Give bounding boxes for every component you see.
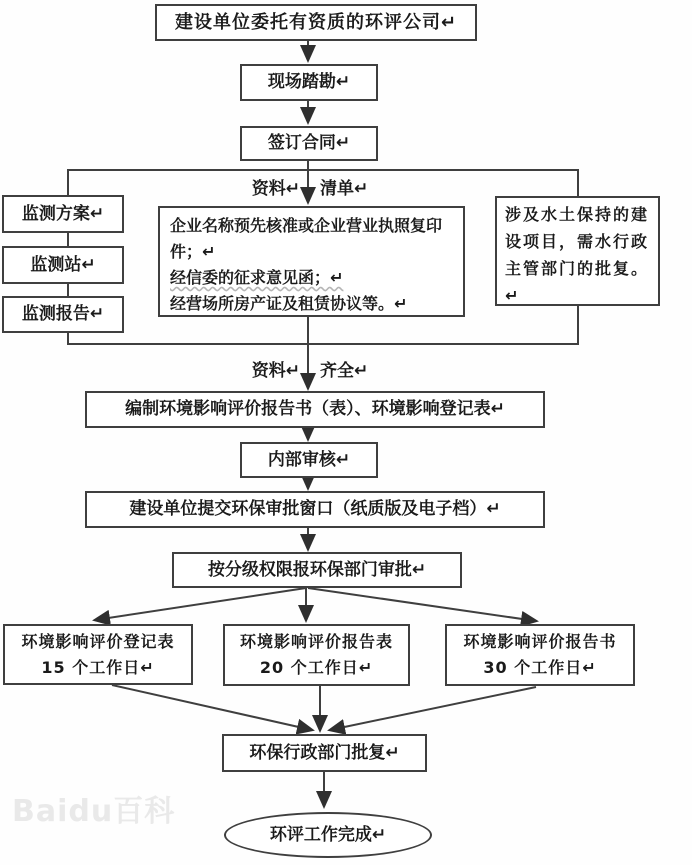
- flow-node-document-checklist: [158, 206, 465, 317]
- flow-node-monitor-station: 监测站↵: [2, 246, 124, 284]
- checklist-line-property-lease: 经营场所房产证及租赁协议等。↵: [170, 294, 408, 313]
- checklist-line-business-license: 企业名称预先核准或企业营业执照复印件；↵: [170, 216, 443, 261]
- checklist-line-opinion-letter: 经信委的征求意见函；↵: [170, 268, 344, 287]
- baidu-baike-watermark: Baidu百科: [12, 794, 176, 829]
- flow-node-admin-reply: 环保行政部门批复↵: [222, 734, 427, 772]
- flow-node-duration-report-form: 环境影响评价报告表 20 个工作日↵: [223, 624, 410, 686]
- label-list: 清单↵: [320, 179, 369, 199]
- flow-node-internal-review: 内部审核↵: [240, 442, 378, 478]
- flow-node-site-survey: 现场踏勘↵: [240, 64, 378, 101]
- flow-node-finished-terminator: 环评工作完成↵: [224, 812, 432, 858]
- label-materials: 资料↵: [251, 179, 300, 199]
- flow-node-duration-registration-form: 环境影响评价登记表 15 个工作日↵: [3, 624, 193, 685]
- flow-node-graded-approval: 按分级权限报环保部门审批↵: [172, 552, 462, 588]
- flow-node-monitor-report: 监测报告↵: [2, 296, 124, 333]
- label-materials-2: 资料↵: [251, 361, 300, 381]
- label-complete: 齐全↵: [320, 361, 369, 381]
- flow-node-submit-window: 建设单位提交环保审批窗口（纸质版及电子档）↵: [85, 491, 545, 528]
- flow-node-water-conservation-note: 涉及水土保持的建设项目，需水行政主管部门的批复。↵: [495, 196, 660, 306]
- flow-node-sign-contract: 签订合同↵: [240, 126, 378, 161]
- flow-node-entrust: 建设单位委托有资质的环评公司↵: [155, 4, 477, 41]
- flow-node-monitor-plan: 监测方案↵: [2, 195, 124, 233]
- flow-node-duration-report-book: 环境影响评价报告书 30 个工作日↵: [445, 624, 635, 686]
- flow-node-compile-report: 编制环境影响评价报告书（表）、环境影响登记表↵: [85, 391, 545, 428]
